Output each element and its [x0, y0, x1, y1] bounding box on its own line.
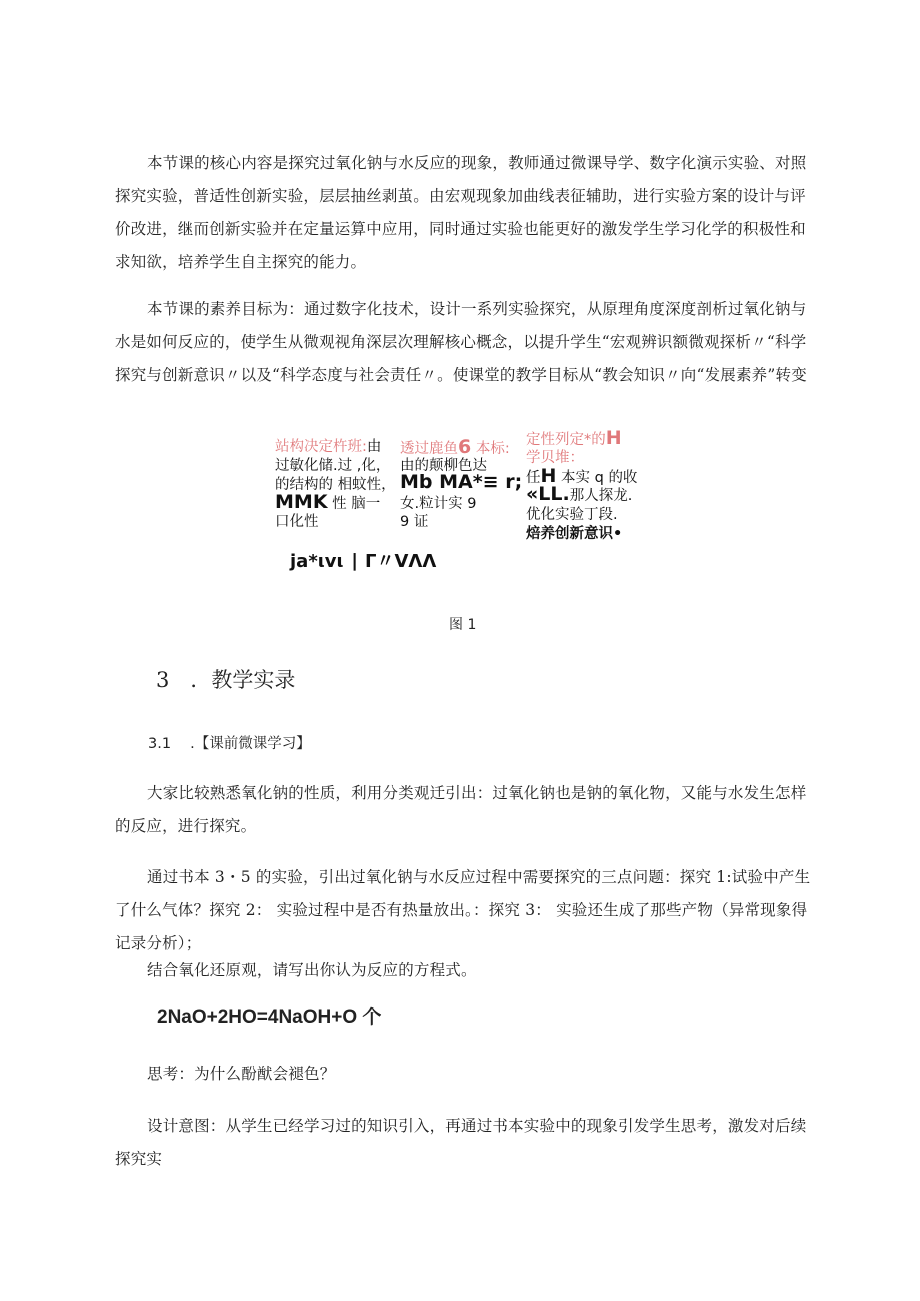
figure-col1-line5: 口化性: [275, 514, 319, 530]
figure-col3-line6: 焙养创新意识•: [526, 526, 623, 542]
body-paragraph-questions-text: 通过书本 3・5 的实验，引出过氧化钠与水反应过程中需要探究的三点问题：探究 1:试验中产生了什么气体？探究 2： 实验过程中是否有热量放出。：探究 3： 实验还生成了那些产物（异常现象得记录分析）；: [115, 868, 811, 952]
figure-col1-line3: 的结构的 相蚊性，: [275, 477, 396, 493]
intro-paragraph-core-content-text: 本节课的核心内容是探究过氧化钠与水反应的现象，教师通过微课导学、数字化演示实验、对照探究实验，普适性创新实验，层层抽丝剥茧。由宏观现象加曲线表征辅助，进行实验方案的设计与评价改进，继而创新实验并在定量运算中应用，同时通过实验也能更好的激发学生学习化学的积极性和求知欲，培养学生自主探究的能力。: [115, 154, 807, 271]
figure-col2-heading-b: 本标:: [471, 441, 510, 457]
body-paragraph-intro-text: 大家比较熟悉氧化钠的性质，利用分类观迁引出：过氧化钠也是钠的氧化物，又能与水发生怎样的反应，进行探究。: [115, 784, 807, 835]
body-paragraph-intro: [115, 777, 815, 843]
figure-col1-heading: 站构决定杵班:: [275, 439, 367, 455]
figure-col2-line2: 由的颠柳色达: [400, 458, 487, 474]
figure-col2-line4: 女.粒计实 9: [400, 496, 477, 512]
body-paragraph-equation-prompt: [115, 954, 815, 987]
figure-col3-big-text: «LL.: [526, 483, 570, 505]
figure-col3-line3-big: H: [540, 465, 557, 487]
figure-column-phenomenon: [400, 437, 525, 532]
figure-bottom-text: ja*ιvι ∣ Γ〃VΛΛ: [290, 551, 437, 572]
chemical-equation: 2NaO+2HO=4NaOH+O 个: [157, 1007, 382, 1028]
figure-col2-heading-a: 透过鹿鱼: [400, 441, 458, 457]
subsection-heading-micro-lesson: 3.1 .【课前微课学习】: [148, 736, 311, 752]
figure-col1-big-text: MMK: [275, 491, 328, 513]
figure-column-quantitative: [526, 428, 656, 543]
figure-col3-line3-a: 任: [526, 470, 541, 486]
figure-column-structure: [275, 437, 395, 532]
section-heading-teaching-record: 3 ．教学实录: [156, 668, 296, 692]
figure-col1-line4: 性 脑一: [327, 496, 381, 512]
body-paragraph-design-intent: [115, 1110, 815, 1176]
body-paragraph-think-text: 思考：为什么酚猷会褪色？: [147, 1065, 336, 1083]
figure-col2-heading-big: 6: [458, 436, 472, 458]
figure-caption: 图 1: [449, 617, 477, 633]
body-paragraph-think: [115, 1058, 815, 1091]
figure-col3-heading-big: H: [605, 427, 622, 449]
intro-paragraph-core-content: [115, 147, 815, 279]
figure-col3-line4: 那人探龙.: [569, 488, 633, 504]
intro-paragraph-literacy-goals-text: 本节课的素养目标为：通过数字化技术，设计一系列实验探究，从原理角度深度剖析过氧化钠与水是如何反应的，使学生从微观视角深层次理解核心概念，以提升学生“宏观辨识额微观探析〃“科学探究与创新意识〃以及“科学态度与社会责任〃。使课堂的教学目标从“教会知识〃向“发展素养”转变: [115, 300, 807, 384]
figure-col3-line2: 学贝堆：: [526, 450, 584, 466]
body-paragraph-questions: [115, 861, 815, 960]
figure-col3-heading: 定性列定*的: [526, 432, 606, 448]
figure-col1-line2: 过敏化储.过 ,化，: [275, 458, 391, 474]
figure-col2-line5: 9 证: [400, 514, 429, 530]
figure-col2-big-text: Mb MA*≡ r;: [400, 471, 523, 493]
figure-col3-line5: 优化实验丁段.: [526, 507, 618, 523]
intro-paragraph-literacy-goals: [115, 293, 815, 392]
body-paragraph-design-intent-text: 设计意图：从学生已经学习过的知识引入，再通过书本实验中的现象引发学生思考，激发对后续探究实: [115, 1117, 807, 1168]
figure-col3-line3-b: 本实 q 的收: [556, 470, 638, 486]
body-paragraph-equation-prompt-text: 结合氧化还原观，请写出你认为反应的方程式。: [147, 961, 477, 979]
figure-col1-heading-tail: 由: [366, 439, 382, 455]
